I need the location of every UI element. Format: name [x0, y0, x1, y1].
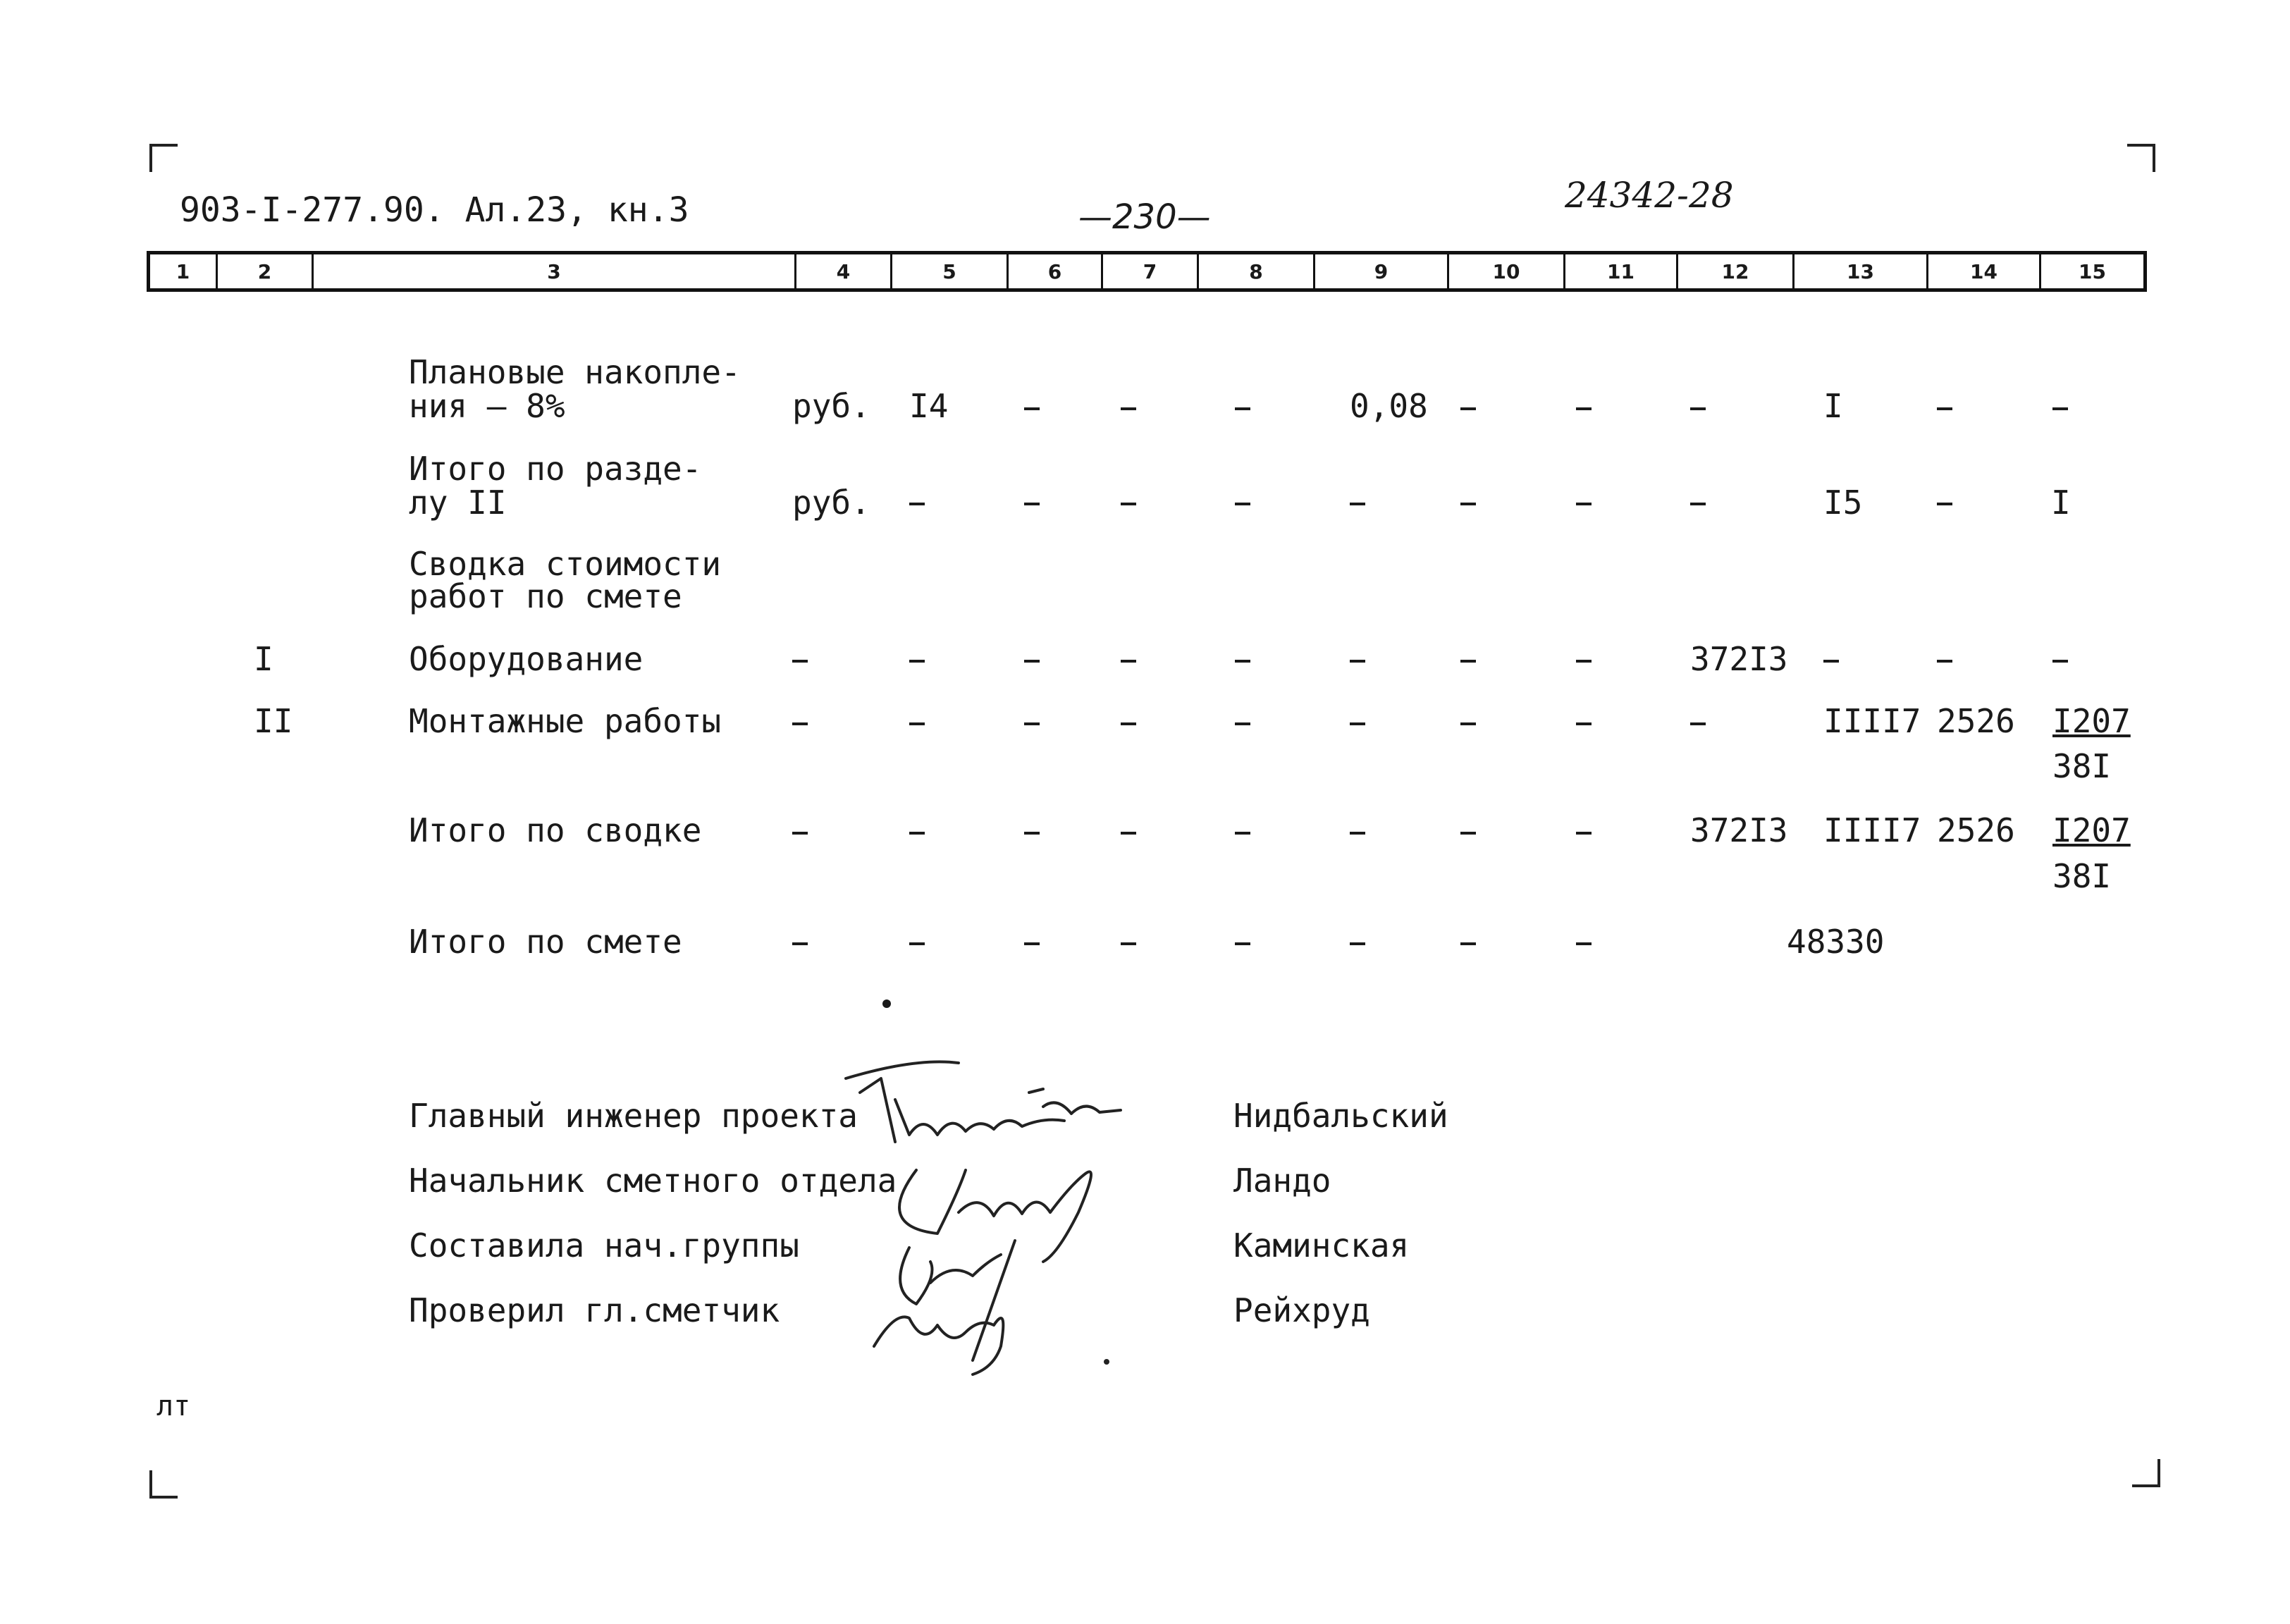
dash: [1121, 722, 1136, 725]
dash: [909, 660, 925, 663]
dash: [1235, 660, 1250, 663]
dash: [1690, 407, 1706, 410]
column-number: 2: [218, 254, 314, 288]
column-number: 3: [314, 254, 796, 288]
cell-col5: I4: [909, 387, 949, 425]
dash: [1235, 503, 1250, 505]
cell-col15-top: I207: [2052, 811, 2131, 849]
cell-col9: 0,08: [1350, 387, 1428, 425]
dash: [792, 942, 808, 945]
row-name-line: Плановые накопле-: [409, 353, 741, 391]
dash: [1024, 832, 1040, 835]
column-number: 13: [1795, 254, 1928, 288]
dash: [1937, 503, 1952, 505]
row-unit: руб.: [792, 387, 870, 425]
dash: [1024, 407, 1040, 410]
dash: [1350, 660, 1365, 663]
signature-name: Рейхруд: [1233, 1291, 1370, 1329]
column-number: 1: [150, 254, 218, 288]
cell-col12: 372I3: [1690, 640, 1788, 678]
dash: [1350, 832, 1365, 835]
signature-name: Ландо: [1233, 1162, 1331, 1200]
footer-mark: лт: [156, 1390, 191, 1422]
dash: [1024, 942, 1040, 945]
dash: [1350, 942, 1365, 945]
dash: [909, 503, 925, 505]
dash: [2052, 660, 2068, 663]
column-number: 4: [796, 254, 892, 288]
dash: [1024, 503, 1040, 505]
dash: [1460, 722, 1476, 725]
dash: [1576, 407, 1592, 410]
signature-role: Составила нач.группы: [409, 1226, 799, 1265]
signature-role: Начальник сметного отдела: [409, 1162, 897, 1200]
column-number: 15: [2079, 259, 2106, 283]
cell-col14: 2526: [1937, 811, 2015, 849]
dash: [1235, 832, 1250, 835]
dash: [1460, 660, 1476, 663]
cell-col12: 372I3: [1690, 811, 1788, 849]
dash: [792, 832, 808, 835]
cell-col13: IIII7: [1823, 702, 1921, 740]
cell-col13: IIII7: [1823, 811, 1921, 849]
dash: [1576, 832, 1592, 835]
column-number: 7: [1103, 254, 1199, 288]
dash: [1460, 832, 1476, 835]
section-heading-line: работ по смете: [409, 577, 682, 615]
dash: [1235, 722, 1250, 725]
cell-col15-bottom: 38I: [2052, 747, 2112, 785]
dash: [909, 832, 925, 835]
dash: [1121, 503, 1136, 505]
dash: [1460, 942, 1476, 945]
row-name-line: лу II: [409, 484, 507, 522]
section-heading-line: Сводка стоимости: [409, 545, 722, 583]
row-name-line: Оборудование: [409, 640, 644, 678]
dash: [1121, 942, 1136, 945]
row-name-line: Итого по сводке: [409, 811, 702, 849]
dash: [1350, 503, 1365, 505]
document-code: 903-I-277.90. Ал.23, кн.3: [180, 190, 689, 230]
column-number: 10: [1449, 254, 1565, 288]
row-name-line: ния – 8%: [409, 387, 565, 425]
grand-total: 48330: [1787, 923, 1885, 961]
dash: [1576, 942, 1592, 945]
dash: [1690, 722, 1706, 725]
dash: [1235, 407, 1250, 410]
row-name-line: Монтажные работы: [409, 702, 722, 740]
handwritten-code: 24342-28: [1565, 175, 1734, 216]
dash: [1576, 503, 1592, 505]
corner-mark-bottom-left: [149, 1470, 178, 1499]
dash: [1024, 660, 1040, 663]
dash: [1121, 832, 1136, 835]
dash: [909, 942, 925, 945]
dash: [1121, 407, 1136, 410]
dash: [2052, 407, 2068, 410]
dash: [1235, 942, 1250, 945]
page-number: —230—: [1078, 197, 1211, 237]
dash: [1576, 722, 1592, 725]
corner-mark-bottom-right: [2132, 1459, 2160, 1487]
cell-col14: 2526: [1937, 702, 2015, 740]
signature-name: Каминская: [1233, 1226, 1410, 1265]
column-number: 11: [1565, 254, 1678, 288]
column-number-bar: [147, 251, 2147, 292]
dash: [1937, 407, 1952, 410]
dash: [1350, 722, 1365, 725]
cell-col13: I5: [1823, 484, 1863, 522]
dash: [1823, 660, 1839, 663]
dash: [1690, 503, 1706, 505]
dash: [909, 722, 925, 725]
column-number: 6: [1009, 254, 1103, 288]
dash: [792, 660, 808, 663]
cell-col15: I: [2051, 484, 2071, 522]
row-number: II: [254, 702, 293, 740]
signature-role: Главный инженер проекта: [409, 1097, 858, 1135]
ink-dot: [882, 999, 891, 1008]
row-unit: руб.: [792, 484, 870, 522]
dash: [1460, 407, 1476, 410]
row-name-line: Итого по смете: [409, 923, 682, 961]
column-number: 9: [1315, 254, 1449, 288]
dash: [1460, 503, 1476, 505]
dash: [1121, 660, 1136, 663]
dash: [792, 722, 808, 725]
corner-mark-top-left: [149, 144, 178, 172]
dash: [1937, 660, 1952, 663]
cell-col15-bottom: 38I: [2052, 857, 2112, 895]
dash: [1024, 722, 1040, 725]
column-number: 5: [892, 254, 1009, 288]
signature-name: Нидбальский: [1233, 1097, 1448, 1135]
column-number: 14: [1928, 254, 2041, 288]
column-number: 12: [1678, 254, 1795, 288]
cell-col15-top: I207: [2052, 702, 2131, 740]
row-name-line: Итого по разде-: [409, 450, 702, 488]
column-number: 8: [1199, 254, 1315, 288]
cell-col13: I: [1823, 387, 1843, 425]
handwritten-signatures: [832, 1050, 1226, 1382]
signature-role: Проверил гл.сметчик: [409, 1291, 780, 1329]
dash: [1576, 660, 1592, 663]
corner-mark-top-right: [2127, 144, 2155, 172]
row-number: I: [254, 640, 273, 678]
